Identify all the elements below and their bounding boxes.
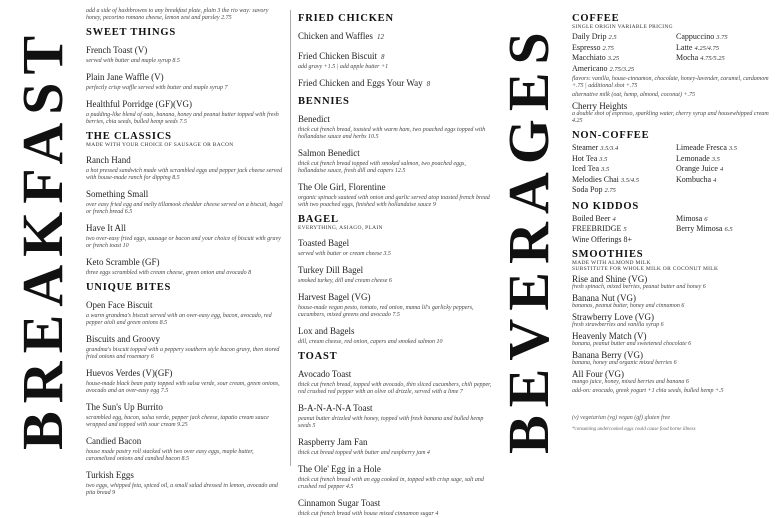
section-subtitle: SINGLE ORIGIN VARIABLE PRICING	[572, 24, 673, 30]
drink-item	[676, 64, 776, 75]
drink-price: 3.5/4.5	[620, 176, 639, 184]
menu-item	[298, 26, 494, 44]
drink-price: 6.5	[724, 226, 733, 233]
menu-item-line	[86, 184, 284, 202]
column-divider	[290, 10, 291, 466]
menu-item	[86, 150, 284, 182]
menu-item-name: Something Small	[86, 189, 149, 199]
drink-price: 2.75/3.25	[609, 65, 635, 73]
menu-item	[298, 143, 494, 175]
menu-item	[86, 67, 284, 92]
smoothie-item	[572, 312, 776, 329]
menu-item-name: The Sun's Up Burrito	[86, 402, 163, 412]
smoothie-description: fresh strawberries and vanilla syrup 6	[572, 322, 664, 328]
menu-item-line	[86, 67, 284, 85]
menu-item-name: The Ole' Egg in a Hole	[298, 464, 381, 474]
drink-item	[676, 164, 776, 175]
drink-price: 3.75	[716, 34, 728, 41]
drink-item	[572, 175, 672, 186]
menu-section	[86, 131, 284, 277]
menu-item-name: Huevos Verdes (V)(GF)	[86, 368, 173, 378]
smoothie-item	[572, 274, 776, 291]
menu-item-name: The Ole Girl, Florentine	[298, 182, 386, 192]
menu-item-name: French Toast (V)	[86, 45, 148, 55]
menu-item-name: Fried Chicken and Eggs Your Way	[298, 78, 423, 88]
menu-item-name: Avocado Toast	[298, 369, 352, 379]
menu-item-name: Healthful Porridge (GF)(VG)	[86, 99, 192, 109]
menu-item-description: over easy fried egg and melty tillamook cheddar cheese served on a biscuit, bagel or french bread 6.5	[86, 202, 283, 215]
smoothie-item	[572, 331, 776, 348]
menu-item-line	[298, 46, 494, 64]
menu-item-name: Biscuits and Groovy	[86, 334, 160, 344]
menu-item-name: Fried Chicken Biscuit	[298, 51, 377, 61]
menu-item-description: peanut butter drizzled with honey, topped with fresh banana and bulled hemp seeds 5	[298, 416, 484, 429]
drink-item	[676, 53, 776, 64]
menu-item-description: thick cut french bread, topped with avocado, thin sliced cucumbers, chili pepper, red crushed red pepper with an olive oil drizzle, served with a lime 7	[298, 382, 492, 395]
drink-price: 3.5	[599, 155, 608, 163]
menu-item	[86, 363, 284, 395]
menu-item-name: B-A-N-A-N-A Toast	[298, 403, 373, 413]
menu-item-line	[86, 218, 284, 236]
menu-item-name: Cinnamon Sugar Toast	[298, 498, 381, 508]
section-subtitle: MADE WITH YOUR CHOICE OF SAUSAGE OR BACON	[86, 142, 234, 148]
menu-item-line	[298, 143, 494, 161]
menu-item-name: Raspberry Jam Fan	[298, 437, 368, 447]
breakfast-column-right	[298, 8, 494, 517]
menu-item-name: Harvest Bagel (VG)	[298, 292, 371, 302]
menu-item-price: 8	[381, 53, 385, 61]
drink-price: 4	[612, 215, 616, 223]
drink-name: Steamer	[572, 143, 599, 152]
menu-item-name: Lox and Bagels	[298, 326, 355, 336]
section-subtitle: SUBSTITUTE FOR WHOLE MILK OR COCONUT MILK	[572, 266, 719, 272]
menu-item-description: a warm grandma's biscuit served with an over-easy egg, bacon, avocado, red pepper aioli and green onions 8.5	[86, 313, 272, 326]
menu-item-name: Ranch Hand	[86, 155, 131, 165]
wine-offerings: Wine Offerings 8+	[572, 234, 633, 244]
drink-name: Cappuccino	[676, 32, 715, 41]
menu-item-description: house-made black bean patty topped with salsa verde, sour cream, green onions, avocado and an over-easy egg 7.5	[86, 381, 280, 394]
menu-item-description: two eggs, whipped feta, spiced oil, a small salad dressed in lemon, avocado and pita bread 9	[86, 483, 278, 496]
menu-item	[298, 287, 494, 319]
drink-name: Limeade Fresca	[676, 143, 727, 152]
special-drink	[572, 101, 776, 125]
smoothie-item	[572, 293, 776, 310]
smoothie-name: Banana Berry (VG)	[572, 350, 643, 360]
menu-item-description: perfectly crisp waffle served with butter and maple syrup 7	[86, 85, 228, 91]
drink-name: Mimosa	[676, 213, 703, 223]
menu-item-line	[86, 465, 284, 483]
menu-item	[86, 295, 284, 327]
drink-name: Melodies Chai	[572, 174, 619, 184]
menu-item	[298, 177, 494, 209]
menu-section	[298, 96, 494, 209]
drink-item	[572, 43, 672, 54]
section-title: NON-COFFEE	[572, 130, 650, 141]
drink-item	[572, 214, 672, 225]
menu-item	[298, 46, 494, 71]
drink-name: Boiled Beer	[572, 213, 611, 223]
drink-grid	[572, 32, 776, 74]
menu-item-line	[298, 73, 494, 91]
smoothie-name: Strawberry Love (VG)	[572, 312, 654, 322]
menu-item-description: three eggs scrambled with cream cheese, green onion and avocado 8	[86, 270, 252, 276]
drink-price: 2.5	[608, 34, 617, 41]
drink-name: Berry Mimosa	[676, 224, 723, 233]
menu-item	[298, 432, 494, 457]
diet-legend: (v) vegetarian (vg) vegan (gf) gluten free	[572, 415, 671, 421]
menu-item	[86, 94, 284, 126]
menu-item-line	[298, 26, 494, 44]
menu-item-line	[298, 287, 494, 305]
drink-item	[676, 214, 776, 225]
drink-price: 3.5	[711, 155, 720, 163]
menu-item	[298, 493, 494, 518]
drink-name: Hot Tea	[572, 153, 598, 163]
menu-item-description: served with butter or cream cheese 3.5	[298, 251, 391, 257]
menu-item	[86, 218, 284, 250]
smoothie-item	[572, 350, 776, 367]
drink-grid	[572, 214, 776, 235]
menu-item-description: a pudding-like blend of oats, banana, honey and peanut butter topped with fresh berries, chia seeds, bulled hemp seeds 7.5	[86, 112, 279, 125]
drink-price: 3.5	[601, 166, 610, 173]
menu-item	[298, 321, 494, 346]
drink-item	[676, 143, 776, 154]
menu-item	[298, 364, 494, 396]
menu-item-description: scrambled egg, bacon, salsa verde, pepper jack cheese, tapatio cream sauce wrapped and topped with sour cream 9.25	[86, 415, 269, 428]
beverages-title: BEVERAGES	[496, 24, 561, 454]
smoothie-description: fresh spinach, mixed berries, peanut butter and honey 6	[572, 284, 706, 290]
drink-item	[676, 224, 776, 235]
smoothie-name: Banana Nut (VG)	[572, 293, 636, 303]
drink-name: Kombucha	[676, 174, 712, 184]
drink-name: Iced Tea	[572, 164, 600, 173]
menu-item-line	[86, 329, 284, 347]
drink-grid	[572, 143, 776, 196]
drink-price: 2.75	[604, 187, 616, 194]
menu-item-name: Salmon Benedict	[298, 148, 360, 158]
section-title: FRIED CHICKEN	[298, 13, 394, 24]
menu-item-name: Turkey Dill Bagel	[298, 265, 364, 275]
drink-price: 6	[704, 215, 708, 223]
section-title: BAGEL	[298, 214, 339, 225]
menu-section	[298, 351, 494, 518]
flavors-note: flavors: vanilla, house-cinnamon, chocolate, honey-lavender, caramel, cardamom +.75 | additional shot +.75	[572, 76, 769, 89]
menu-item-line	[298, 398, 494, 416]
menu-item-name: Keto Scramble (GF)	[86, 257, 160, 267]
section-title: SMOOTHIES	[572, 249, 644, 260]
menu-item-line	[86, 397, 284, 415]
menu-section	[86, 27, 284, 126]
drink-name: Macchiato	[572, 53, 606, 62]
menu-item-line	[86, 150, 284, 168]
menu-item-line	[298, 233, 494, 251]
menu-item-description: thick cut french bread topped with smoked salmon, two poached eggs, hollandaise sauce, fresh dill and capers 12.5	[298, 161, 466, 174]
menu-item-line	[298, 321, 494, 339]
menu-item-description: thick cut french bread with house mixed cinnamon sugar 4	[298, 511, 439, 517]
menu-item-line	[298, 177, 494, 195]
breakfast-title: BREAKFAST	[10, 27, 75, 451]
drink-item	[572, 185, 672, 196]
menu-item-line	[298, 459, 494, 477]
drink-name: Lemonade	[676, 153, 710, 163]
menu-item	[298, 233, 494, 258]
menu-item-line	[86, 252, 284, 270]
menu-item-description: dill, cream cheese, red onion, capers and smoked salmon 10	[298, 339, 443, 345]
drink-price: 3.5/3.4	[600, 145, 619, 152]
menu-item-description: thick cut french bread, toasted with warm ham, two poached eggs topped with hollandaise sauce and herbs 10.5	[298, 127, 486, 140]
menu-item-name: Toasted Bagel	[298, 238, 350, 248]
menu-item	[86, 397, 284, 429]
smoothie-name: All Four (VG)	[572, 369, 624, 379]
drink-price: 4	[713, 176, 717, 184]
drink-name: FREEBRIDGE	[572, 224, 622, 233]
smoothie-description: bananas, peanut butter, honey and cinnamon 6	[572, 303, 685, 309]
menu-item-line	[298, 364, 494, 382]
drink-price: 2.75	[602, 44, 614, 52]
menu-item-line	[86, 363, 284, 381]
section-title: SWEET THINGS	[86, 27, 177, 38]
menu-item-description: thick cut bread topped with butter and raspberry jam 4	[298, 450, 430, 456]
drink-name: Mocha	[676, 53, 699, 62]
menu-item	[86, 40, 284, 65]
menu-item-line	[86, 295, 284, 313]
menu-item	[298, 398, 494, 430]
menu-item-description: house-made vegan pesto, tomato, red onion, mama lil's garlicky peppers, cucumbers, mixed greens and avocado 7.5	[298, 305, 474, 318]
drink-name: Espresso	[572, 42, 601, 52]
hashbrowns-note: add a side of hashbrowns to any breakfast plate, plain 3 the rio way: savory honey, pecorino romano cheese, lemon zest and parsley 2.75	[86, 8, 269, 21]
menu-item-description: grandma's biscuit topped with a peppery southern style bacon gravy, then stored fried onions and rosemary 6	[86, 347, 280, 360]
drink-price: 3.25	[607, 55, 620, 62]
menu-item-line	[86, 40, 284, 58]
drink-price: 4.25/4.75	[694, 44, 719, 52]
drink-item	[572, 143, 672, 154]
section-title: TOAST	[298, 351, 338, 362]
menu-item-name: Have It All	[86, 223, 126, 233]
menu-section	[298, 13, 494, 91]
menu-item-name: Benedict	[298, 114, 330, 124]
menu-item-name: Candied Bacon	[86, 436, 142, 446]
drink-name: Daily Drip	[572, 32, 607, 41]
special-drink-description: a double shot of espresso, sparkling water, cherry syrup and housewhipped cream 4.25	[572, 111, 769, 124]
menu-item-description: organic spinach sauteed with onion and garlic served atop toasted french bread with two poached eggs, finished with hollandaise sauce 9	[298, 195, 490, 208]
drink-name: Soda Pop	[572, 185, 603, 194]
egg-disclaimer: *consuming undercooked eggs could cause food borne illness	[572, 427, 696, 432]
smoothie-description: mango juice, honey, mixed berries and banana 6	[572, 379, 689, 385]
menu-item-line	[86, 431, 284, 449]
drink-price: 5	[623, 226, 627, 233]
smoothie-name: Rise and Shine (VG)	[572, 274, 648, 284]
drink-item	[572, 53, 672, 64]
menu-item-price: 8	[426, 80, 431, 88]
drink-item	[572, 32, 672, 43]
smoothie-name: Heavenly Match (V)	[572, 331, 647, 341]
menu-item-description: add gravy +1.5 | add apple butter +1	[298, 64, 389, 70]
smoothie-description: banana, honey and organic mixed berries 6	[572, 360, 677, 366]
menu-item-name: Turkish Eggs	[86, 470, 134, 480]
section-title: UNIQUE BITES	[86, 282, 172, 293]
section-subtitle: EVERYTHING, ASIAGO, PLAIN	[298, 225, 383, 231]
beverages-column	[572, 8, 776, 470]
menu-item-name: Open Face Biscuit	[86, 300, 153, 310]
drink-name: Americano	[572, 63, 608, 73]
smoothie-description: banana, peanut butter and sweetened chocolate 6	[572, 341, 692, 347]
menu-item-description: served with butter and maple syrup 8.5	[86, 58, 180, 64]
smoothie-item	[572, 369, 776, 386]
menu-item-line	[298, 432, 494, 450]
menu-item-name: Chicken and Waffles	[298, 31, 373, 41]
menu-section	[86, 282, 284, 497]
drink-name: Orange Juice	[676, 164, 718, 173]
section-title: THE CLASSICS	[86, 131, 172, 142]
section-title: COFFEE	[572, 13, 620, 24]
drink-price: 4.75/5.25	[700, 55, 725, 62]
menu-item-name: Plain Jane Waffle (V)	[86, 72, 164, 82]
menu-item	[86, 431, 284, 463]
menu-item	[298, 109, 494, 141]
special-drink-name: Cherry Heights	[572, 101, 628, 111]
menu-item-price: 12	[376, 33, 384, 41]
menu-item	[298, 260, 494, 285]
menu-item-line	[298, 493, 494, 511]
menu-item	[86, 252, 284, 277]
menu-section	[298, 214, 494, 346]
breakfast-column-left	[86, 8, 284, 496]
alt-milk-note: alternative milk (oat, hemp, almond, coconut) +.75	[572, 92, 696, 98]
drink-price: 4	[719, 166, 724, 173]
drink-item	[676, 175, 776, 186]
menu-item	[86, 184, 284, 216]
drink-item	[572, 64, 672, 75]
menu-item-description: a hot pressed sandwich made with scrambled eggs and pepper jack cheese served with house-made ranch for dipping 8.5	[86, 168, 283, 181]
drink-item	[676, 185, 776, 196]
menu-item-description: thick cut french bread with an egg cooked in, topped with crisp sage, salt and crushed red pepper 4.5	[298, 477, 484, 490]
menu-item-description: smoked turkey, dill and cream cheese 6	[298, 278, 392, 284]
addons-note: add-on: avocado, greek yogurt +1 chia seeds, bulled hemp +.5	[572, 388, 724, 394]
drink-item	[676, 32, 776, 43]
menu-item	[298, 459, 494, 491]
drink-item	[572, 154, 672, 165]
menu-item	[86, 329, 284, 361]
menu-item	[86, 465, 284, 497]
section-title: NO KIDDOS	[572, 200, 640, 212]
menu-item	[298, 73, 494, 91]
drink-item	[572, 164, 672, 175]
drink-item	[572, 224, 672, 235]
menu-item-description: two over-easy fried eggs, sausage or bacon and your choice of biscuit with gravy or french toast 10	[86, 236, 281, 249]
drink-price: 3.5	[728, 145, 737, 152]
menu-item-line	[298, 109, 494, 127]
menu-item-line	[298, 260, 494, 278]
drink-name: Latte	[676, 42, 693, 52]
menu-item-line	[86, 94, 284, 112]
section-title: BENNIES	[298, 96, 350, 107]
drink-item	[676, 154, 776, 165]
menu-item-description: house made pastry roll stacked with two over easy eggs, maple butter, caramelized onions and candied bacon 8.5	[86, 449, 254, 462]
section-subtitle: MADE WITH ALMOND MILK	[572, 260, 651, 266]
drink-item	[676, 43, 776, 54]
